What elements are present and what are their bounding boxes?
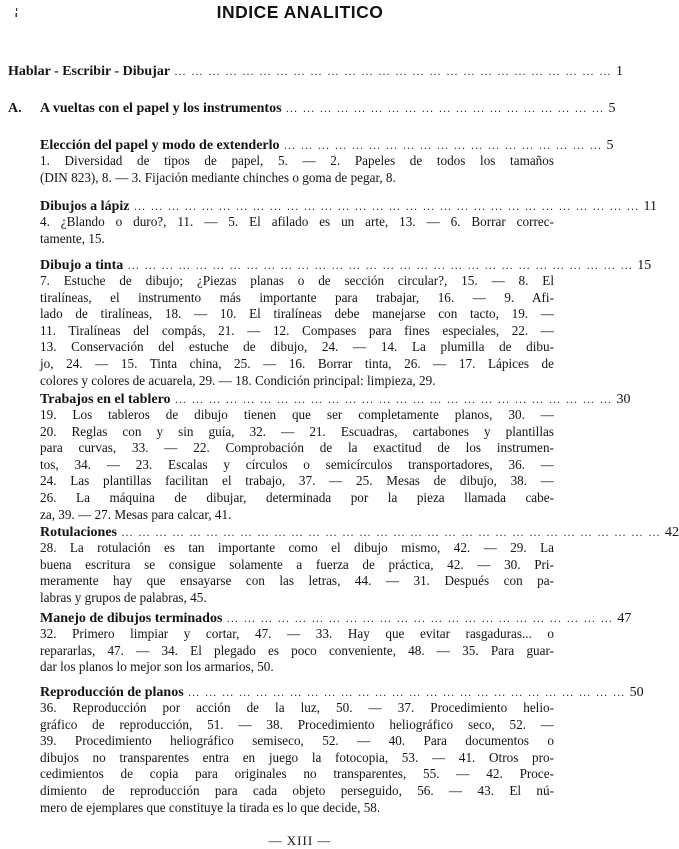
body-line: repararlas, 47. — 34. El plegado es poco conveniente, 48. — 35. Para guar- [40, 642, 554, 658]
page-title: INDICE ANALITICO [216, 2, 384, 22]
body-line: tos, 34. — 23. Escalas y círculos o semicírculos transportadores, 36. — [40, 456, 554, 472]
body-line: 39. Procedimiento heliográfico semiseco, 52. — 40. Para documentos o [40, 733, 554, 749]
body-line: mero de ejemplares que constituye la tirada es lo que decide, 58. [40, 799, 381, 815]
leader-dots: … … … … … … … … … … … … … … … … … … … … … … … … … … … … … … [127, 258, 634, 272]
entry-page-number: 1 [616, 64, 624, 79]
body-line: 7. Estuche de dibujo; ¿Piezas planas o de sección circular?, 15. — 8. El [40, 273, 554, 288]
body-line: cedimientos de copia para originales no transparentes, 55. — 42. Proce- [40, 766, 554, 782]
section-heading: Rotulaciones [40, 525, 117, 540]
section-page-number: 15 [637, 258, 652, 273]
section-page-number: 11 [643, 199, 657, 214]
entry-hablar [8, 64, 624, 80]
body-line: tiralíneas, el instrumento más importante para trabajar, 16. — 9. Afi- [40, 289, 554, 305]
body-line: 20. Reglas con y sin guía, 32. — 21. Escuadras, cartabones y plantillas [40, 423, 554, 439]
leader-dots: … … … … … … … … … … … … … … … … … … … … … … … … … … … … … … [133, 199, 640, 213]
body-line: (DIN 823), 8. — 3. Fijación mediante chinches o goma de pegar, 8. [40, 169, 396, 185]
body-line: 26. La máquina de dibujar, determinada por la pieza llamada cabe- [40, 489, 554, 505]
entry-page-number: 5 [608, 101, 616, 116]
body-line: meramente hay que ensayarse con las letras, 44. — 31. Después con pa- [40, 573, 554, 589]
section-body [40, 273, 554, 389]
body-line: jo, 24. — 15. Tinta china, 25. — 16. Borrar tinta, 26. — 17. Lápices de [40, 355, 554, 371]
leader-dots: … … … … … … … … … … … … … … … … … … … … … … … … … … … … … … … … [121, 525, 661, 539]
body-line: 13. Conservación del estuche de dibujo, 24. — 14. La plumilla de dibu- [40, 339, 554, 355]
section-heading-row [40, 525, 679, 541]
section-heading: Manejo de dibujos terminados [40, 611, 223, 626]
leader-dots: … … … … … … … … … … … … … … … … … … … [283, 138, 603, 152]
body-line: 36. Reproducción por acción de la luz, 50. — 37. Procedimiento helio- [40, 700, 554, 715]
section-heading-row [40, 685, 644, 701]
section-page-number: 42 [665, 525, 679, 540]
body-line: 32. Primero limpiar y cortar, 47. — 33. Hay que evitar rasgaduras... o [40, 626, 554, 641]
section-heading-row [40, 392, 631, 408]
body-line: para curvas, 33. — 22. Comprobación de la exactitud de los instrumen- [40, 440, 554, 456]
section-heading: Elección del papel y modo de extenderlo [40, 138, 280, 153]
entry-label-group [8, 101, 282, 117]
leader-dots: … … … … … … … … … … … … … … … … … … … [285, 101, 605, 115]
body-line: lado de tiralíneas, 18. — 10. El tiralíneas debe manejarse con tacto, 19. — [40, 306, 554, 322]
section-page-number: 50 [629, 685, 644, 700]
section-body [40, 540, 554, 606]
body-line: 1. Diversidad de tipos de papel, 5. — 2. Papeles de todos los tamaños [40, 153, 554, 168]
section-heading: Dibujo a tinta [40, 258, 124, 273]
section-heading-row [40, 258, 652, 274]
body-line: za, 39. — 27. Mesas para calcar, 41. [40, 506, 232, 522]
section-body [40, 700, 554, 816]
body-line: tamente, 15. [40, 230, 105, 246]
body-line: buena escritura se consigue solamente a fuerza de práctica, 42. — 30. Pri- [40, 556, 554, 572]
section-page-number: 5 [606, 138, 614, 153]
leader-dots: … … … … … … … … … … … … … … … … … … … … … … … [226, 611, 614, 625]
body-line: 11. Tiralíneas del compás, 21. — 12. Compases para fines especiales, 22. — [40, 322, 554, 338]
section-heading: Reproducción de planos [40, 685, 184, 700]
body-line: gráfico de reproducción, 51. — 38. Procedimiento heliográfico seco, 52. — [40, 716, 554, 732]
section-body [40, 214, 554, 247]
section-heading-row [40, 611, 632, 627]
body-line: 28. La rotulación es tan importante como el dibujo mismo, 42. — 29. La [40, 540, 554, 555]
leader-dots: … … … … … … … … … … … … … … … … … … … … … … … … … … [187, 685, 626, 699]
body-line: 24. Las plantillas facilitan el trabajo, 37. — 25. Mesas de dibujo, 38. — [40, 473, 554, 489]
body-line: 4. ¿Blando o duro?, 11. — 5. El afilado es un arte, 13. — 6. Borrar correc- [40, 214, 554, 229]
body-line: dimiento de reproducción para cada objeto perseguido, 56. — 43. El nú- [40, 782, 554, 798]
entry-prefix: A. [8, 101, 22, 116]
section-body [40, 407, 554, 523]
page-number-footer: — XIII — [268, 833, 332, 848]
body-line: colores y colores de acuarela, 29. — 18. Condición principal: limpieza, 29. [40, 372, 436, 388]
section-heading: Dibujos a lápiz [40, 199, 130, 214]
leader-dots: … … … … … … … … … … … … … … … … … … … … … … … … … … [174, 392, 613, 406]
leader-dots: … … … … … … … … … … … … … … … … … … … … … … … … … … [174, 64, 613, 78]
section-body [40, 153, 554, 186]
section-page-number: 47 [617, 611, 632, 626]
section-body [40, 626, 554, 676]
entry-part-a [8, 101, 616, 117]
body-line: dar los planos lo mejor son los armarios, 50. [40, 659, 274, 675]
body-line: labras y grupos de palabras, 45. [40, 589, 207, 605]
body-line: 19. Los tableros de dibujo tienen que ser completamente planos, 30. — [40, 407, 554, 422]
body-line: dibujos no transparentes entra en juego la fotocopia, 53. — 41. Otros pro- [40, 749, 554, 765]
entry-label: A vueltas con el papel y los instrumentos [40, 101, 282, 116]
section-heading: Trabajos en el tablero [40, 392, 171, 407]
section-heading-row [40, 199, 657, 215]
entry-label: Hablar - Escribir - Dibujar [8, 64, 171, 79]
section-page-number: 30 [616, 392, 631, 407]
section-heading-row [40, 138, 614, 154]
